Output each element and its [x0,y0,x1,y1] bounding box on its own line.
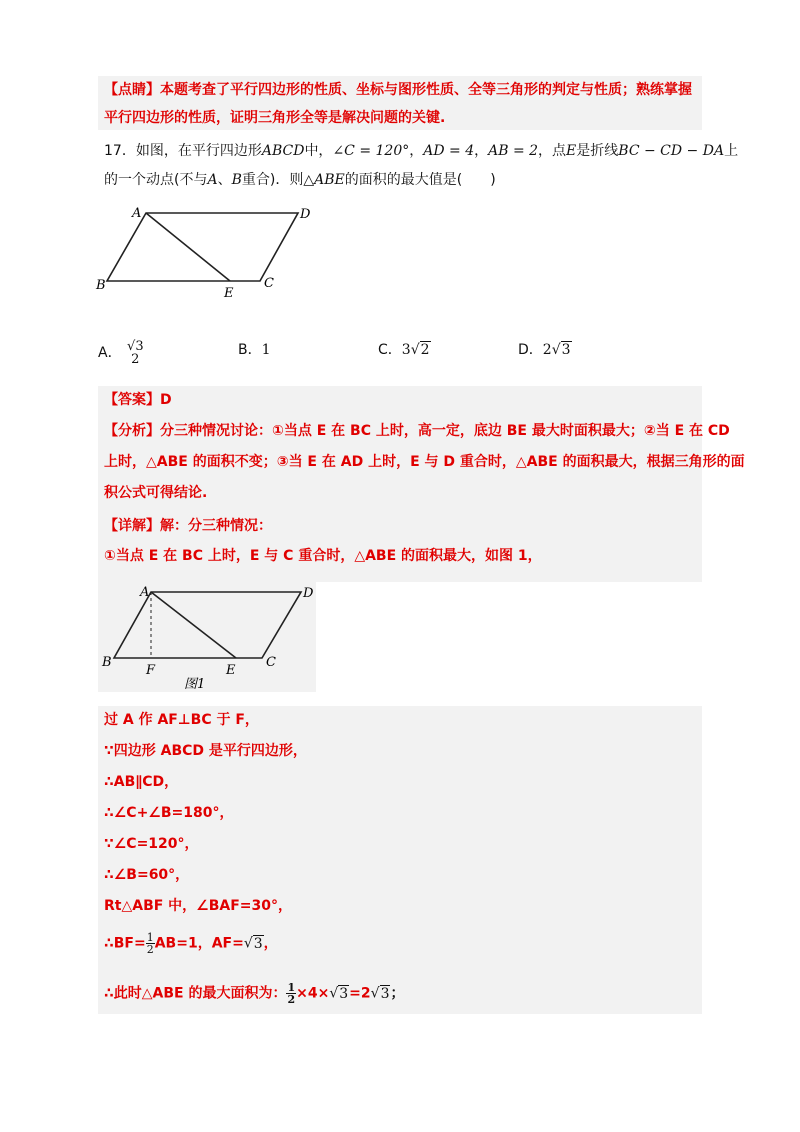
remark-line-1: 【点睛】本题考查了平行四边形的性质、坐标与图形性质、全等三角形的判定与性质；熟练掌握 [104,82,692,98]
parallelogram-abcd [107,213,298,281]
step-4: ∴∠C+∠B=180°， [104,805,234,821]
step-3: ∴AB∥CD， [104,774,179,790]
step-1: 过 A 作 AF⊥BC 于 F， [104,712,259,728]
option-c: C．3√2 [378,342,430,358]
option-d: D．2√3 [518,342,571,358]
label-d: D [300,207,311,222]
question-line-1: 17．如图，在平行四边形ABCD中，∠C = 120°，AD = 4，AB = 2，点E是折线BC − CD − DA上 [104,143,739,159]
option-b: B．1 [238,342,271,358]
analysis-line-2: 上时，△ABE 的面积不变；③当 E 在 AD 上时，E 与 D 重合时，△ABE 的面积最大，根据三角形的面 [104,454,745,470]
label-b: B [96,278,106,293]
remark-line-2: 平行四边形的性质，证明三角形全等是解决问题的关键. [104,110,446,126]
label-e: E [224,286,234,300]
step-7: Rt△ABF 中，∠BAF=30°， [104,898,293,914]
label-c: C [264,276,274,291]
fig1-label-a: A [140,585,150,600]
fig1-caption: 图1 [184,677,206,692]
step-9: ∴此时△ABE 的最大面积为： $\frac{1}{2}$ ×4×√3=2√3； [104,981,405,1006]
step-6: ∴∠B=60°， [104,867,190,883]
analysis-line-3: 积公式可得结论. [104,485,208,501]
figure-1 [98,582,316,692]
figure-1-parallelogram [114,592,301,658]
analysis-line-1: 【分析】分三种情况讨论：①当点 E 在 BC 上时，高一定，底边 BE 最大时面积最大；②当 E 在 CD [104,423,730,439]
label-a: A [132,206,142,221]
parallelogram-figure [90,200,330,300]
step-2: ∵四边形 ABCD 是平行四边形， [104,743,307,759]
fig1-label-f: F [146,663,156,678]
question-line-2: 的一个动点(不与A、B重合)．则△ABE的面积的最大值是( ) [104,172,496,188]
detail-intro: 【详解】解：分三种情况： [104,518,272,534]
segment-ae [146,213,230,281]
fig1-label-b: B [102,655,112,670]
detail-case-1: ①当点 E 在 BC 上时，E 与 C 重合时，△ABE 的面积最大，如图 1， [104,548,542,564]
answer-line: 【答案】D [104,392,172,408]
step-5: ∵∠C=120°， [104,836,199,852]
option-a: A． √3 2 [98,339,144,367]
fig1-label-d: D [303,586,314,601]
figure-1-segment-ae [151,592,236,658]
fig1-label-e: E [226,663,236,678]
fig1-label-c: C [266,655,276,670]
step-8: ∴BF= $\frac{1}{2}$ AB=1，AF=√3， [104,931,278,956]
